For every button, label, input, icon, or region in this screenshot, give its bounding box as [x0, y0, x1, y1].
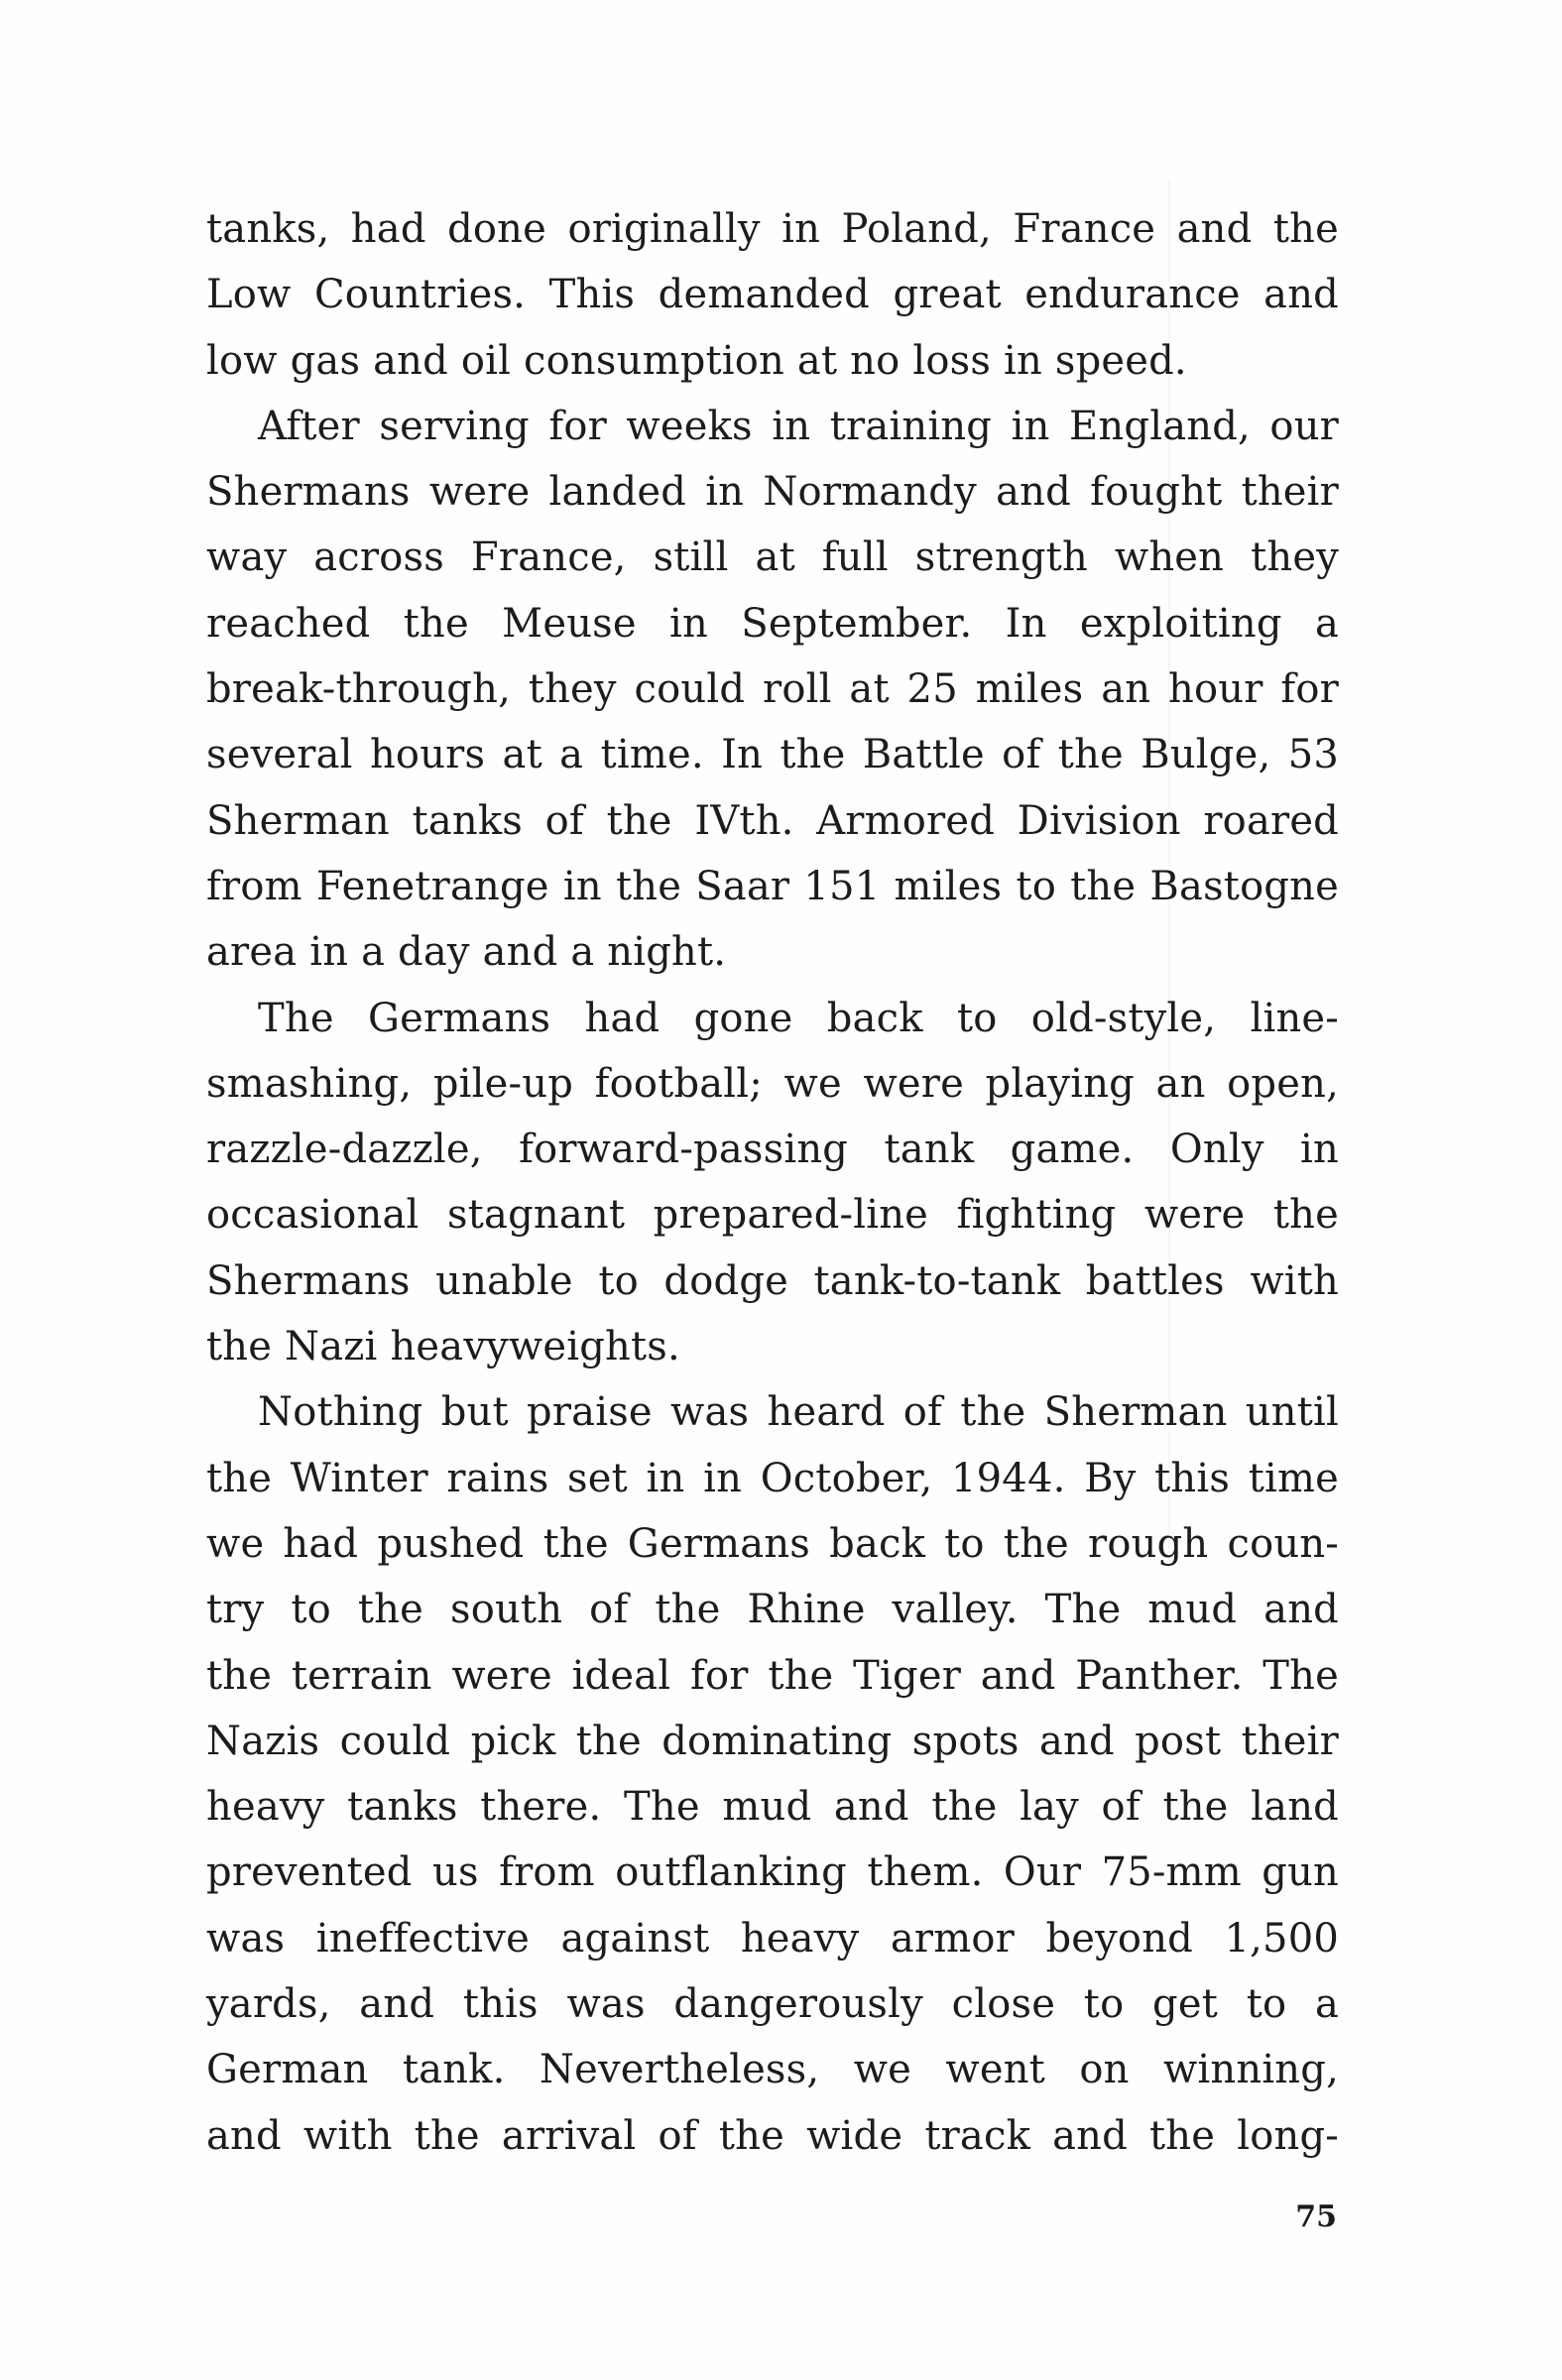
- paragraph-2: [206, 394, 1339, 986]
- text-line: the Winter rains set in in October, 1944. By this time: [206, 1455, 1339, 1501]
- text-line: we had pushed the Germans back to the rough coun-: [206, 1520, 1339, 1567]
- text-line: prevented us from outflanking them. Our 75-mm gun: [206, 1849, 1339, 1896]
- text-line: area in a day and a night.: [206, 929, 727, 976]
- text-line: Shermans were landed in Normandy and fought their: [206, 469, 1339, 516]
- text-line: Nazis could pick the dominating spots and post their: [206, 1718, 1339, 1764]
- text-line: Sherman tanks of the IVth. Armored Division roared: [206, 797, 1339, 844]
- text-line: the Nazi heavyweights.: [206, 1324, 680, 1370]
- text-line: reached the Meuse in September. In exploiting a: [206, 600, 1339, 647]
- text-line: the terrain were ideal for the Tiger and Panther. The: [206, 1652, 1339, 1699]
- text-line: smashing, pile-up football; we were playing an open,: [206, 1060, 1339, 1107]
- text-line: low gas and oil consumption at no loss in speed.: [206, 337, 1187, 384]
- text-line: Low Countries. This demanded great endurance and: [206, 272, 1339, 318]
- paragraph-4: [206, 1379, 1339, 2169]
- text-line: After serving for weeks in training in England, our: [258, 403, 1339, 449]
- text-line: way across France, still at full strength when they: [206, 535, 1339, 581]
- text-line: razzle-dazzle, forward-passing tank game. Only in: [206, 1127, 1339, 1173]
- text-line: heavy tanks there. The mud and the lay of the land: [206, 1784, 1339, 1831]
- text-line: Nothing but praise was heard of the Sherman until: [258, 1389, 1339, 1436]
- text-line: several hours at a time. In the Battle of the Bulge, 53: [206, 732, 1339, 778]
- text-line: German tank. Nevertheless, we went on winning,: [206, 2047, 1339, 2093]
- page-number: 75: [1295, 2200, 1337, 2234]
- body-text: [206, 196, 1339, 2169]
- paragraph-1: [206, 196, 1339, 394]
- text-line: from Fenetrange in the Saar 151 miles to the Bastogne: [206, 863, 1339, 909]
- text-line: and with the arrival of the wide track and the long-: [206, 2112, 1339, 2159]
- text-line: yards, and this was dangerously close to get to a: [206, 1981, 1339, 2028]
- text-line: try to the south of the Rhine valley. The mud and: [206, 1587, 1339, 1633]
- text-line: Shermans unable to dodge tank-to-tank battles with: [206, 1257, 1339, 1304]
- text-line: occasional stagnant prepared-line fighting were the: [206, 1192, 1339, 1239]
- text-line: The Germans had gone back to old-style, line-: [258, 995, 1339, 1041]
- text-line: break-through, they could roll at 25 miles an hour for: [206, 666, 1339, 713]
- paragraph-3: [206, 986, 1339, 1380]
- text-line: tanks, had done originally in Poland, France and the: [206, 206, 1339, 252]
- text-line: was ineffective against heavy armor beyond 1,500: [206, 1915, 1339, 1962]
